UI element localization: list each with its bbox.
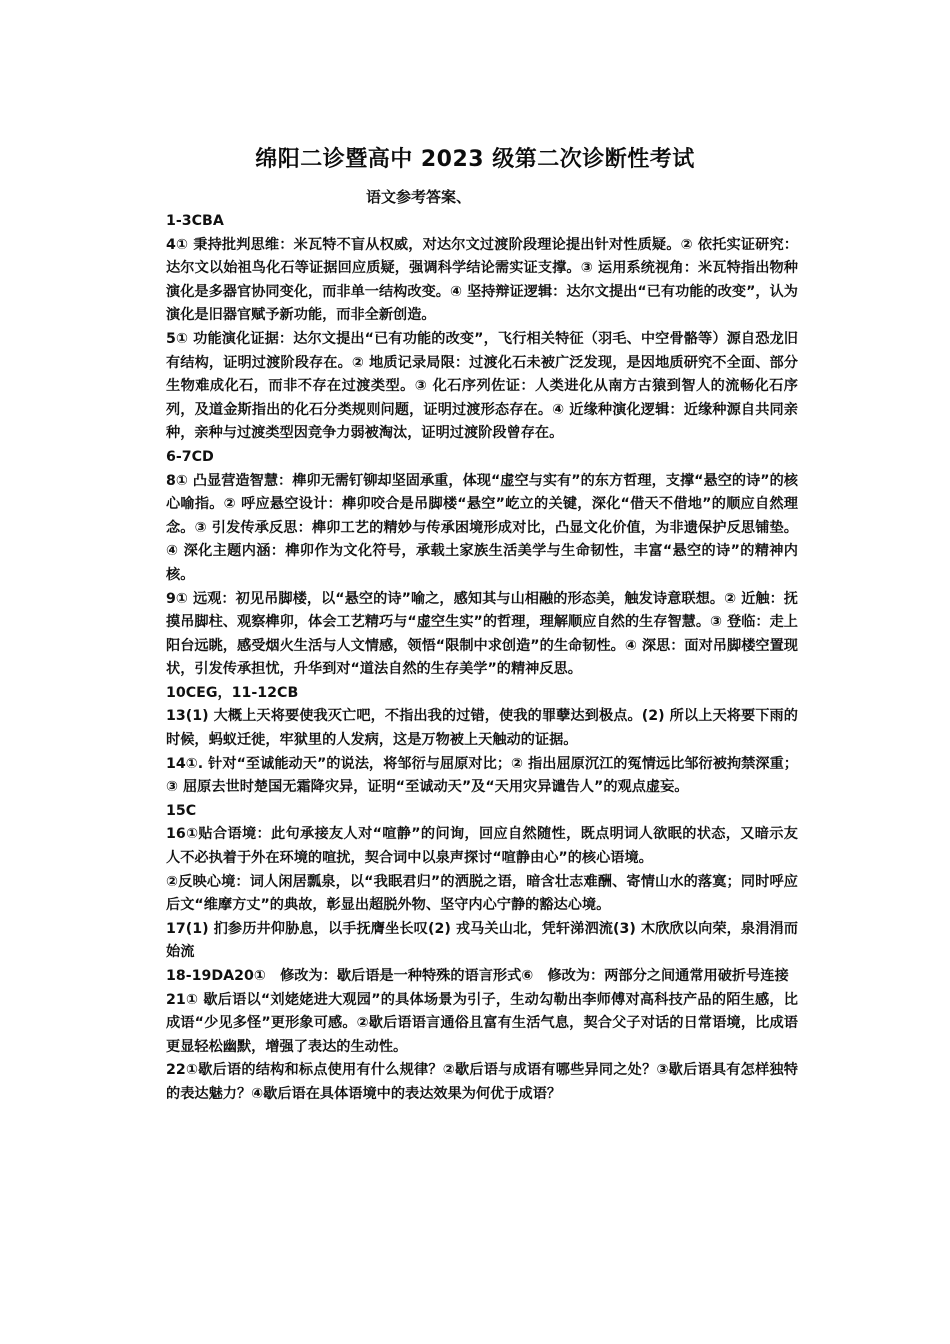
answer-paragraph: 22①歇后语的结构和标点使用有什么规律？②歇后语与成语有哪些异同之处？③歇后语具有怎样独特的表达魅力？④歇后语在具体语境中的表达效果为何优于成语？ [166,1062,798,1102]
answer-paragraph: 15C [166,802,197,819]
document-subtitle: 语文参考答案、 [366,188,472,206]
answer-paragraph: 6-7CD [166,448,214,465]
answer-paragraph: 18-19DA20① 修改为：歇后语是一种特殊的语言形式⑥ 修改为：两部分之间通常用破折号连接 [166,968,789,984]
answer-paragraph: 13(1) 大概上天将要使我灭亡吧，不指出我的过错，使我的罪孽达到极点。(2) 所以上天将要下雨的时候，蚂蚁迁徙，牢狱里的人发病，这是万物被上天触动的证据。 [166,708,798,749]
answer-body [166,210,798,1107]
answer-paragraph: 1-3CBA [166,213,224,229]
document-title: 绵阳二诊暨高中 2023 级第二次诊断性考试 [255,147,695,172]
answer-paragraph: 10CEG，11-12CB [166,684,299,701]
answer-paragraph: 21① 歇后语以“刘姥姥进大观园”的具体场景为引子，生动勾勒出李师傅对高科技产品的陌生感，比成语“少见多怪”更形象可感。②歇后语语言通俗且富有生活气息，契合父子对话的日常语境，比成语更显轻松幽默，增强了表达的生动性。 [166,991,798,1055]
answer-paragraph: 5① 功能演化证据：达尔文提出“已有功能的改变”，飞行相关特征（羽毛、中空骨骼等）源自恐龙旧有结构，证明过渡阶段存在。② 地质记录局限：过渡化石未被广泛发现，是因地质研究不全面、部分生物难成化石，而非不存在过渡类型。③ 化石序列佐证：人类进化从南方古猿到智人的流畅化石序列，及道金斯指出的化石分类规则问题，证明过渡形态存在。④ 近缘种演化逻辑：近缘种源自共同亲种，亲种与过渡类型因竞争力弱被淘汰，证明过渡阶段曾存在。 [166,330,798,442]
answer-paragraph: 16①贴合语境：此句承接友人对“喧静”的问询，回应自然随性，既点明词人欲眠的状态，又暗示友人不必执着于外在环境的喧扰，契合词中以泉声探讨“喧静由心”的核心语境。 [166,826,798,867]
answer-paragraph: 17(1) 扪参历井仰胁息，以手抚膺坐长叹(2) 戎马关山北，凭轩涕泗流(3) 木欣欣以向荣，泉涓涓而始流 [166,920,798,961]
answer-paragraph: 9① 远观：初见吊脚楼，以“悬空的诗”喻之，感知其与山相融的形态美，触发诗意联想。② 近触：抚摸吊脚柱、观察榫卯，体会工艺精巧与“虚空生实”的哲理，理解顺应自然的生存智慧。③ 登临：走上阳台远眺，感受烟火生活与人文情感，领悟“限制中求创造”的生命韧性。④ 深思：面对吊脚楼空置现状，引发传承担忧，升华到对“道法自然的生存美学”的精神反思。 [166,590,798,678]
answer-paragraph: 8① 凸显营造智慧：榫卯无需钉铆却坚固承重，体现“虚空与实有”的东方哲理，支撑“悬空的诗”的核心喻指。② 呼应悬空设计：榫卯咬合是吊脚楼“悬空”屹立的关键，深化“借天不借地”的顺应自然理念。③ 引发传承反思：榫卯工艺的精妙与传承困境形成对比，凸显文化价值，为非遗保护反思铺垫。④ 深化主题内涵：榫卯作为文化符号，承载土家族生活美学与生命韧性，丰富“悬空的诗”的精神内核。 [166,472,798,583]
answer-paragraph: 14①. 针对“至诚能动天”的说法，将邹衍与屈原对比；② 指出屈原沉江的冤情远比邹衍被拘禁深重；③ 屈原去世时楚国无霜降灾异，证明“至诚动天”及“天用灾异谴告人”的观点虚妄。 [166,755,798,796]
answer-paragraph: 4① 秉持批判思维：米瓦特不盲从权威，对达尔文过渡阶段理论提出针对性质疑。② 依托实证研究：达尔文以始祖鸟化石等证据回应质疑，强调科学结论需实证支撑。③ 运用系统视角：米瓦特指出物种演化是多器官协同变化，而非单一结构改变。④ 坚持辩证逻辑：达尔文提出“已有功能的改变”，认为演化是旧器官赋予新功能，而非全新创造。 [166,236,798,324]
answer-paragraph: ②反映心境：词人闲居瓢泉，以“我眠君归”的洒脱之语，暗含壮志难酬、寄情山水的落寞；同时呼应后文“维摩方丈”的典故，彰显出超脱外物、坚守内心宁静的豁达心境。 [166,873,798,914]
